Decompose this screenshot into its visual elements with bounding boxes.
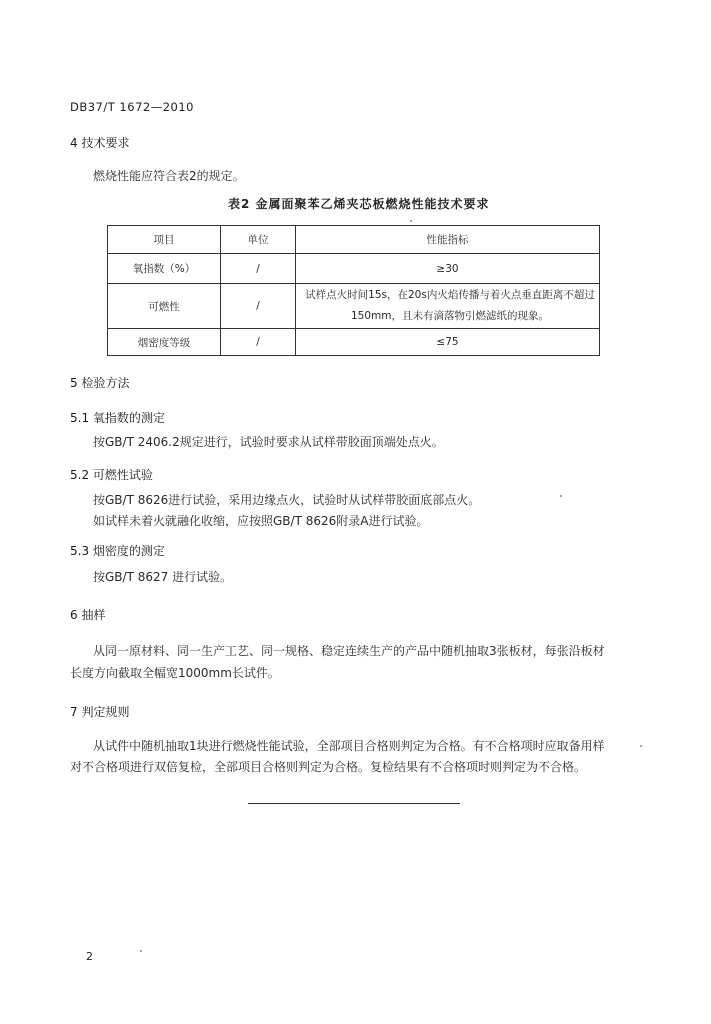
table-cell: / — [221, 254, 296, 284]
table-cell: 氧指数（%） — [108, 254, 221, 284]
section-4-para: 燃烧性能应符合表2的规定。 — [93, 169, 245, 183]
scan-speck — [560, 495, 562, 497]
table-cell: ≤75 — [296, 329, 600, 356]
section-6-line-2: 长度方向截取全幅宽1000mm长试件。 — [70, 666, 280, 680]
section-7-line-2: 对不合格项进行双倍复检，全部项目合格则判定为合格。复检结果有不合格项时则判定为不合格。 — [70, 760, 587, 774]
section-5-2-title: 5.2 可燃性试验 — [70, 468, 153, 482]
table-cell: ≥30 — [296, 254, 600, 284]
standard-number: DB37/T 1672—2010 — [70, 100, 194, 114]
table-cell: / — [221, 329, 296, 356]
table-header-cell: 项目 — [108, 226, 221, 254]
table-header-cell: 性能指标 — [296, 226, 600, 254]
section-5-1-para: 按GB/T 2406.2规定进行，试验时要求从试样带胶面顶端处点火。 — [93, 435, 444, 449]
scan-speck — [140, 950, 142, 952]
page-number: 2 — [86, 950, 93, 963]
spec-table — [107, 225, 600, 356]
section-5-2-para-1: 按GB/T 8626进行试验，采用边缘点火，试验时从试样带胶面底部点火。 — [93, 493, 481, 507]
table-header-cell: 单位 — [221, 226, 296, 254]
table-caption: 表2 金属面聚苯乙烯夹芯板燃烧性能技术要求 — [228, 197, 490, 211]
table-cell-line: 150mm，且未有滴落物引燃滤纸的现象。 — [351, 310, 549, 322]
table-row — [108, 254, 600, 284]
scan-speck — [640, 745, 642, 747]
table-row — [108, 284, 600, 329]
table-row — [108, 329, 600, 356]
table-cell-line: 试样点火时间15s，在20s内火焰传播与着火点垂直距离不超过 — [305, 289, 595, 301]
section-6-title: 6 抽样 — [70, 608, 106, 622]
scan-speck — [410, 220, 412, 222]
section-7-title: 7 判定规则 — [70, 705, 130, 719]
section-5-title: 5 检验方法 — [70, 376, 130, 390]
section-5-2-para-2: 如试样未着火就融化收缩，应按照GB/T 8626附录A进行试验。 — [93, 514, 429, 528]
end-rule — [248, 803, 460, 804]
section-5-1-title: 5.1 氧指数的测定 — [70, 411, 165, 425]
section-6-line-1: 从同一原材料、同一生产工艺、同一规格、稳定连续生产的产品中随机抽取3张板材，每张沿板材 — [93, 644, 605, 658]
section-7-line-1: 从试件中随机抽取1块进行燃烧性能试验，全部项目合格则判定为合格。有不合格项时应取备用样 — [93, 739, 605, 753]
table-cell: 可燃性 — [108, 284, 221, 329]
table-cell — [296, 284, 600, 329]
table-cell: / — [221, 284, 296, 329]
table-header-row — [108, 226, 600, 254]
section-5-3-title: 5.3 烟密度的测定 — [70, 544, 165, 558]
table-cell: 烟密度等级 — [108, 329, 221, 356]
section-4-title: 4 技术要求 — [70, 136, 130, 150]
section-5-3-para: 按GB/T 8627 进行试验。 — [93, 570, 233, 584]
